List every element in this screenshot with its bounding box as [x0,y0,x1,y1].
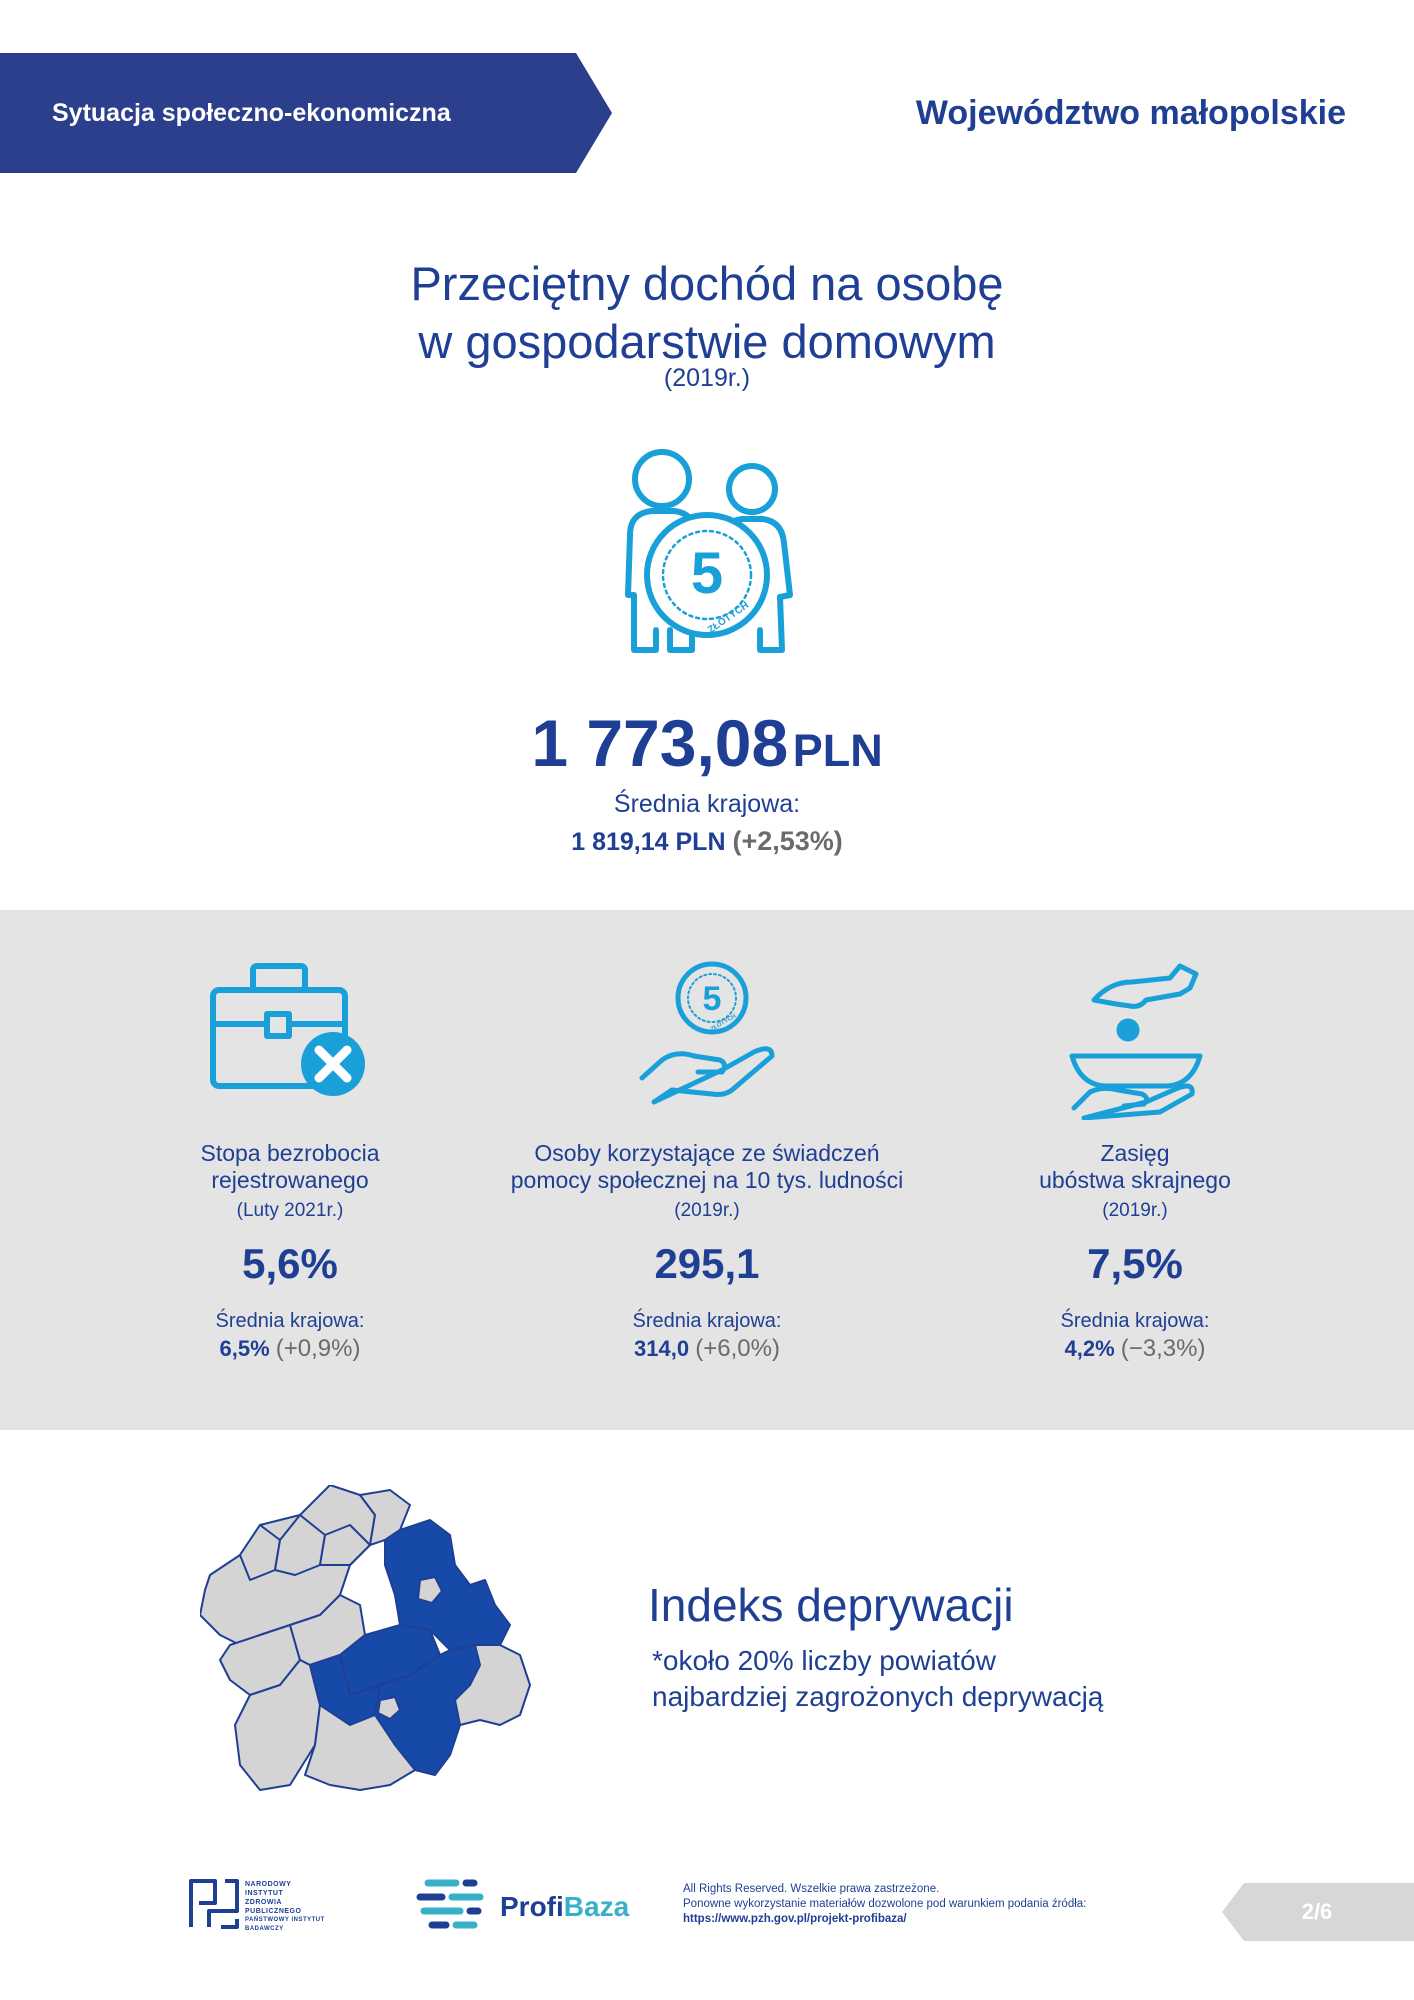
briefcase-x-icon [205,960,375,1100]
stats-band [0,910,1414,1430]
stat-avg-label: Średnia krajowa: [215,1310,365,1332]
stat-avg-diff: (+0,9%) [275,1335,361,1362]
income-number: 1 773,08 [531,706,789,780]
stat-value: 7,5% [1087,1240,1183,1287]
coin-text: ZŁOTYCH [709,1013,738,1033]
stat-year: (Luty 2021r.) [236,1200,344,1221]
coin-number: 5 [702,980,722,1018]
stat-label [975,1140,1295,1194]
stat-avg-value: 314,0 [634,1336,690,1361]
section-banner [0,53,612,173]
deprivation-note [652,1643,1103,1715]
family-coin-icon [612,445,802,675]
nizp-line: PAŃSTWOWY INSTYTUT [245,1917,325,1923]
coin-number: 5 [690,541,724,606]
income-title-line1: Przeciętny dochód na osobę [410,257,1004,310]
stat-social-assistance [462,910,952,1430]
stat-avg-label: Średnia krajowa: [1060,1310,1210,1332]
stat-avg-line [130,1335,450,1363]
stat-label-line2: ubóstwa skrajnego [1039,1167,1231,1193]
source-link[interactable]: https://www.pzh.gov.pl/projekt-profibaza/ [683,1913,907,1925]
stat-unemployment [130,910,450,1430]
stat-avg-value: 4,2% [1064,1336,1115,1361]
stat-label-line1: Stopa bezrobocia [200,1140,380,1166]
profibaza-word-a: Profi [500,1891,564,1922]
income-year: (2019r.) [663,364,751,392]
stat-label-line2: rejestrowanego [211,1167,369,1193]
region-title: Województwo małopolskie [915,94,1346,132]
nizp-line: NARODOWY [245,1881,292,1888]
income-avg-value: 1 819,14 PLN [571,828,726,856]
income-avg-line [0,826,1414,857]
stat-value: 295,1 [654,1240,760,1287]
income-avg-label: Średnia krajowa: [613,790,801,818]
region-map-icon [200,1485,540,1805]
stat-label [130,1140,450,1194]
nizp-line: BADAWCZY [245,1926,284,1932]
nizp-line: INSTYTUT [245,1890,284,1897]
stat-label [462,1140,952,1194]
stat-avg-line [462,1335,952,1363]
stat-avg-value: 6,5% [219,1336,270,1361]
profibaza-word-b: Baza [563,1891,630,1922]
profibaza-logo-icon [416,1875,486,1935]
profibaza-wordmark [500,1891,629,1923]
stat-avg-diff: (+6,0%) [695,1335,780,1362]
stat-avg-label: Średnia krajowa: [632,1310,782,1332]
nizp-line: PUBLICZNEGO [245,1908,302,1915]
deprivation-note-line2: najbardziej zagrożonych deprywacją [652,1681,1104,1712]
coin-text: ZŁOTYCH [706,599,752,636]
income-value [0,705,1414,781]
deprivation-title: Indeks deprywacji [648,1579,1014,1631]
nizp-line: ZDROWIA [245,1899,282,1906]
nizp-logo-icon [185,1875,243,1933]
nizp-logo-text [245,1880,335,1934]
hand-coin-icon [632,960,782,1110]
section-title: Sytuacja społeczno-ekonomiczna [52,99,451,127]
page-number: 2/6 [1301,1899,1333,1924]
stat-label-line2: pomocy społecznej na 10 tys. ludności [510,1167,904,1193]
rights-text [683,1882,1086,1927]
stat-avg-diff: (−3,3%) [1120,1335,1206,1362]
rights-line2: Ponowne wykorzystanie materiałów dozwolone pod warunkiem podania źródła: [683,1898,1087,1910]
income-avg-diff: (+2,53%) [732,826,843,856]
stat-label-line1: Osoby korzystające ze świadczeń [534,1140,880,1166]
hands-bowl-icon [1060,960,1210,1120]
stat-extreme-poverty [975,910,1295,1430]
income-unit: PLN [792,725,883,776]
deprivation-note-line1: *około 20% liczby powiatów [652,1645,996,1676]
income-title-line2: w gospodarstwie domowym [418,315,996,368]
stat-label-line1: Zasięg [1100,1140,1170,1166]
stat-avg-line [975,1335,1295,1363]
income-title [0,255,1414,371]
stat-value: 5,6% [242,1240,338,1287]
stat-year: (2019r.) [674,1200,740,1221]
stat-year: (2019r.) [1102,1200,1168,1221]
rights-line1: All Rights Reserved. Wszelkie prawa zastrzeżone. [683,1883,940,1895]
